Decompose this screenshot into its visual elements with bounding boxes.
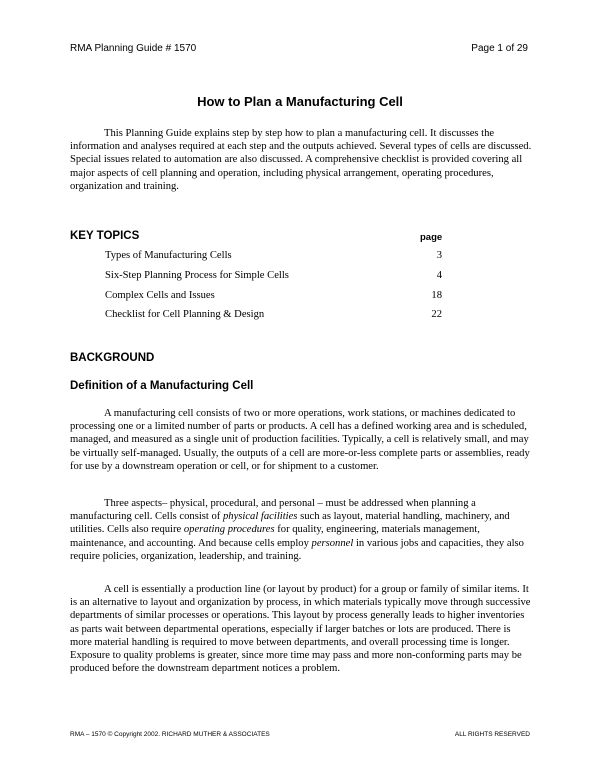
doc-id: RMA Planning Guide # 1570: [70, 43, 197, 54]
intro-paragraph: This Planning Guide explains step by step how to plan a manufacturing cell. It discusses the information and analyses required at each step and the outputs achieved. Several types of cells are discussed. Special issues related to automation are also discussed. A comprehensive checklist is provided covering all major aspects of cell planning and operation, including physical arrangement, operating procedures, organization and training.: [70, 128, 532, 192]
aspects-paragraph: [70, 497, 532, 563]
toc-item-page: 3: [436, 250, 442, 261]
key-topics-heading: KEY TOPICS: [70, 230, 140, 242]
toc-item-title: Six-Step Planning Process for Simple Cells: [105, 269, 289, 281]
copyright-notice: RMA – 1570 © Copyright 2002. RICHARD MUTHER & ASSOCIATES: [70, 731, 270, 738]
aspects-text-4: in various jobs and capacities, they also require policies, organization, leadership, and training.: [70, 537, 524, 562]
toc-item-page: 18: [431, 289, 442, 301]
emphasis-personnel: personnel: [311, 537, 354, 549]
emphasis-physical-facilities: physical facilities: [222, 511, 298, 523]
aspects-text-2: such as layout, material handling, machinery, and utilities. Cells also require: [70, 511, 510, 536]
definition-paragraph: A manufacturing cell consists of two or more operations, work stations, or machines dedicated to processing one or a limited number of parts or products. A cell has a defined working area and is scheduled, managed, and measured as a single unit of production facilities. Typically, a cell is relatively small, and may be virtually self-managed. Usually, the outputs of a cell are more-or-less complete parts or assemblies, ready for use by a downstream operation or cell, or for shipment to a customer.: [70, 408, 530, 472]
toc-item-checklist: [105, 309, 442, 329]
toc-item-complex: [105, 290, 442, 310]
emphasis-operating-procedures: operating procedures: [183, 524, 275, 536]
toc-item-title: Complex Cells and Issues: [105, 289, 215, 301]
key-topics-page-label: page: [420, 232, 443, 243]
background-heading: BACKGROUND: [70, 352, 155, 364]
definition-subheading: Definition of a Manufacturing Cell: [70, 380, 254, 392]
aspects-text-1: Three aspects– physical, procedural, and personal – must be addressed when planning a manufacturing cell. Cells consist of: [70, 498, 476, 523]
production-line-paragraph: A cell is essentially a production line (or layout by product) for a group or family of similar items. It is an alternative to layout and organization by process, in which materials typically move through successive departments of similar processes or operations. This layout by process generally leads to higher inventories as parts wait between departmental operations, especially if larger batches or lots are produced. There is more material handling is required to move between departments, and overall processing time is longer. Exposure to quality problems is greater, since more time may pass and more non-conforming parts may be produced before the downstream department notices a problem.: [70, 584, 531, 675]
toc-item-title: Checklist for Cell Planning & Design: [105, 309, 265, 321]
page-header: [70, 43, 528, 57]
key-topics-list: [105, 250, 442, 329]
toc-item-six-step: [105, 270, 442, 290]
rights-notice: ALL RIGHTS RESERVED: [454, 731, 530, 738]
toc-item-types: [105, 250, 442, 270]
aspects-text-3: for quality, engineering, materials management, maintenance, and accounting. And because cells employ: [70, 524, 480, 549]
page-footer: [70, 731, 530, 743]
document-title: How to Plan a Manufacturing Cell: [197, 94, 403, 109]
toc-item-page: 22: [431, 309, 442, 321]
toc-item-title: Types of Manufacturing Cells: [105, 250, 232, 261]
page-indicator: Page 1 of 29: [471, 43, 528, 54]
toc-item-page: 4: [436, 269, 442, 281]
